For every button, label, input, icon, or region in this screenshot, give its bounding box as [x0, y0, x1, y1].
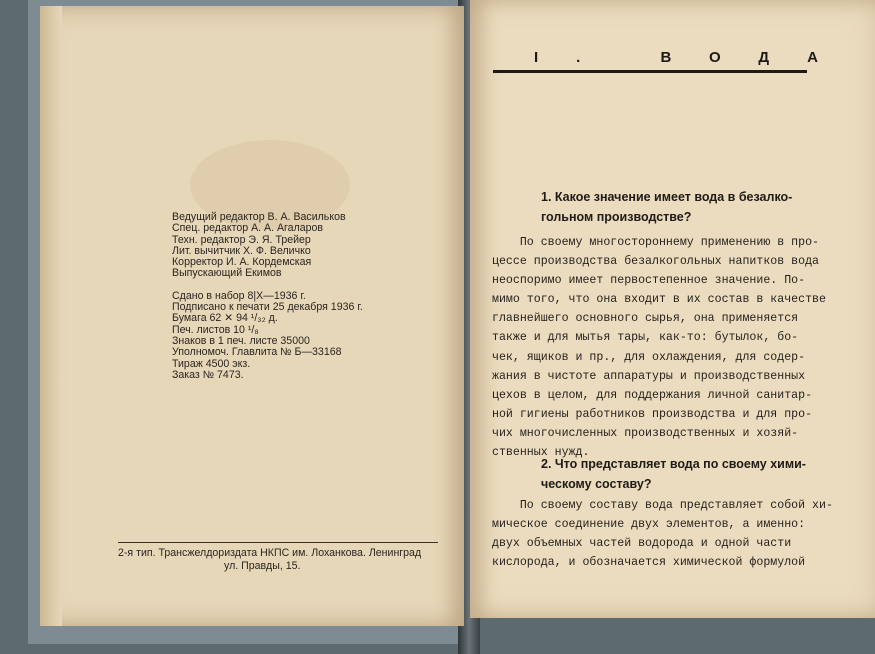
text-line: мическое соединение двух элементов, а именно: — [492, 518, 806, 532]
question-heading-2 — [541, 454, 806, 494]
imprint-block — [172, 212, 432, 381]
imprint-line: Ведущий редактор В. А. Васильков — [172, 211, 346, 223]
text-line: двух объемных частей водорода и одной части — [492, 537, 792, 551]
text-line: кислорода, и обозначается химической формулой — [492, 556, 806, 570]
paragraph-2 — [492, 496, 833, 572]
chapter-rule — [493, 70, 807, 73]
print-info-line: Заказ № 7473. — [172, 368, 244, 381]
print-info-line: Уполномоч. Главлита № Б—33168 — [172, 346, 342, 359]
text-line: неоспоримо имеет первостепенное значение. По- — [492, 274, 806, 288]
print-info-line: Знаков в 1 печ. листе 35000 — [172, 334, 310, 347]
imprint-line: Спец. редактор А. А. Агаларов — [172, 222, 324, 235]
imprint-line: Техн. редактор Э. Я. Трейер — [172, 233, 311, 246]
print-info-line: Тираж 4500 экз. — [172, 357, 251, 370]
text-line: ной гигиены работников производства и для про- — [492, 407, 813, 421]
text-line: По своему составу вода представляет собой хи- — [492, 499, 833, 512]
imprint-line: Лит. вычитчик Х. Ф. Величко — [172, 244, 311, 257]
text-line: цессе производства безалкогольных напитков вода — [492, 255, 819, 269]
text-line: чих многочисленных производственных и хозяй- — [492, 426, 799, 440]
heading-line: 2. Что представляет вода по своему хими- — [541, 457, 806, 471]
text-line: жания в чистоте аппаратуры и производственных — [492, 369, 806, 383]
heading-line: ческому составу? — [541, 477, 652, 491]
text-line: цехов в целом, для поддержания личной санитар- — [492, 388, 813, 402]
print-info-line: Подписано к печати 25 декабря 1936 г. — [172, 301, 363, 314]
printer-colophon — [118, 542, 438, 573]
left-page-edge — [40, 6, 62, 626]
text-line: ственных нужд. — [492, 446, 590, 460]
text-line: также и для мытья тары, как-то: бутылок, бо- — [492, 331, 799, 345]
imprint-line: Корректор И. А. Кордемская — [172, 256, 312, 269]
chapter-title: I. ВОДА — [534, 49, 856, 66]
text-line: По своему многостороннему применению в про- — [492, 236, 819, 249]
text-line: мимо того, что она входит в их состав в качестве — [492, 293, 826, 307]
printer-line: 2-я тип. Трансжелдориздата НКПС им. Лоханкова. Ленинград — [118, 547, 422, 559]
paragraph-1 — [492, 233, 826, 462]
printer-address: ул. Правды, 15. — [224, 560, 301, 572]
heading-line: гольном производстве? — [541, 210, 692, 224]
text-line: чек, ящиков и пр., для охлаждения, для содер- — [492, 350, 806, 364]
text-line: главнейшего основного сырья, она применяется — [492, 312, 799, 326]
question-heading-1 — [541, 187, 806, 227]
print-info-line: Печ. листов 10 ¹/₈ — [172, 323, 259, 336]
imprint-line: Выпускающий Екимов — [172, 267, 282, 280]
print-info-line: Бумага 62 ✕ 94 ¹/₃₂ д. — [172, 312, 278, 325]
heading-line: 1. Какое значение имеет вода в безалко- — [541, 190, 793, 204]
print-info-line: Сдано в набор 8|X—1936 г. — [172, 289, 306, 302]
